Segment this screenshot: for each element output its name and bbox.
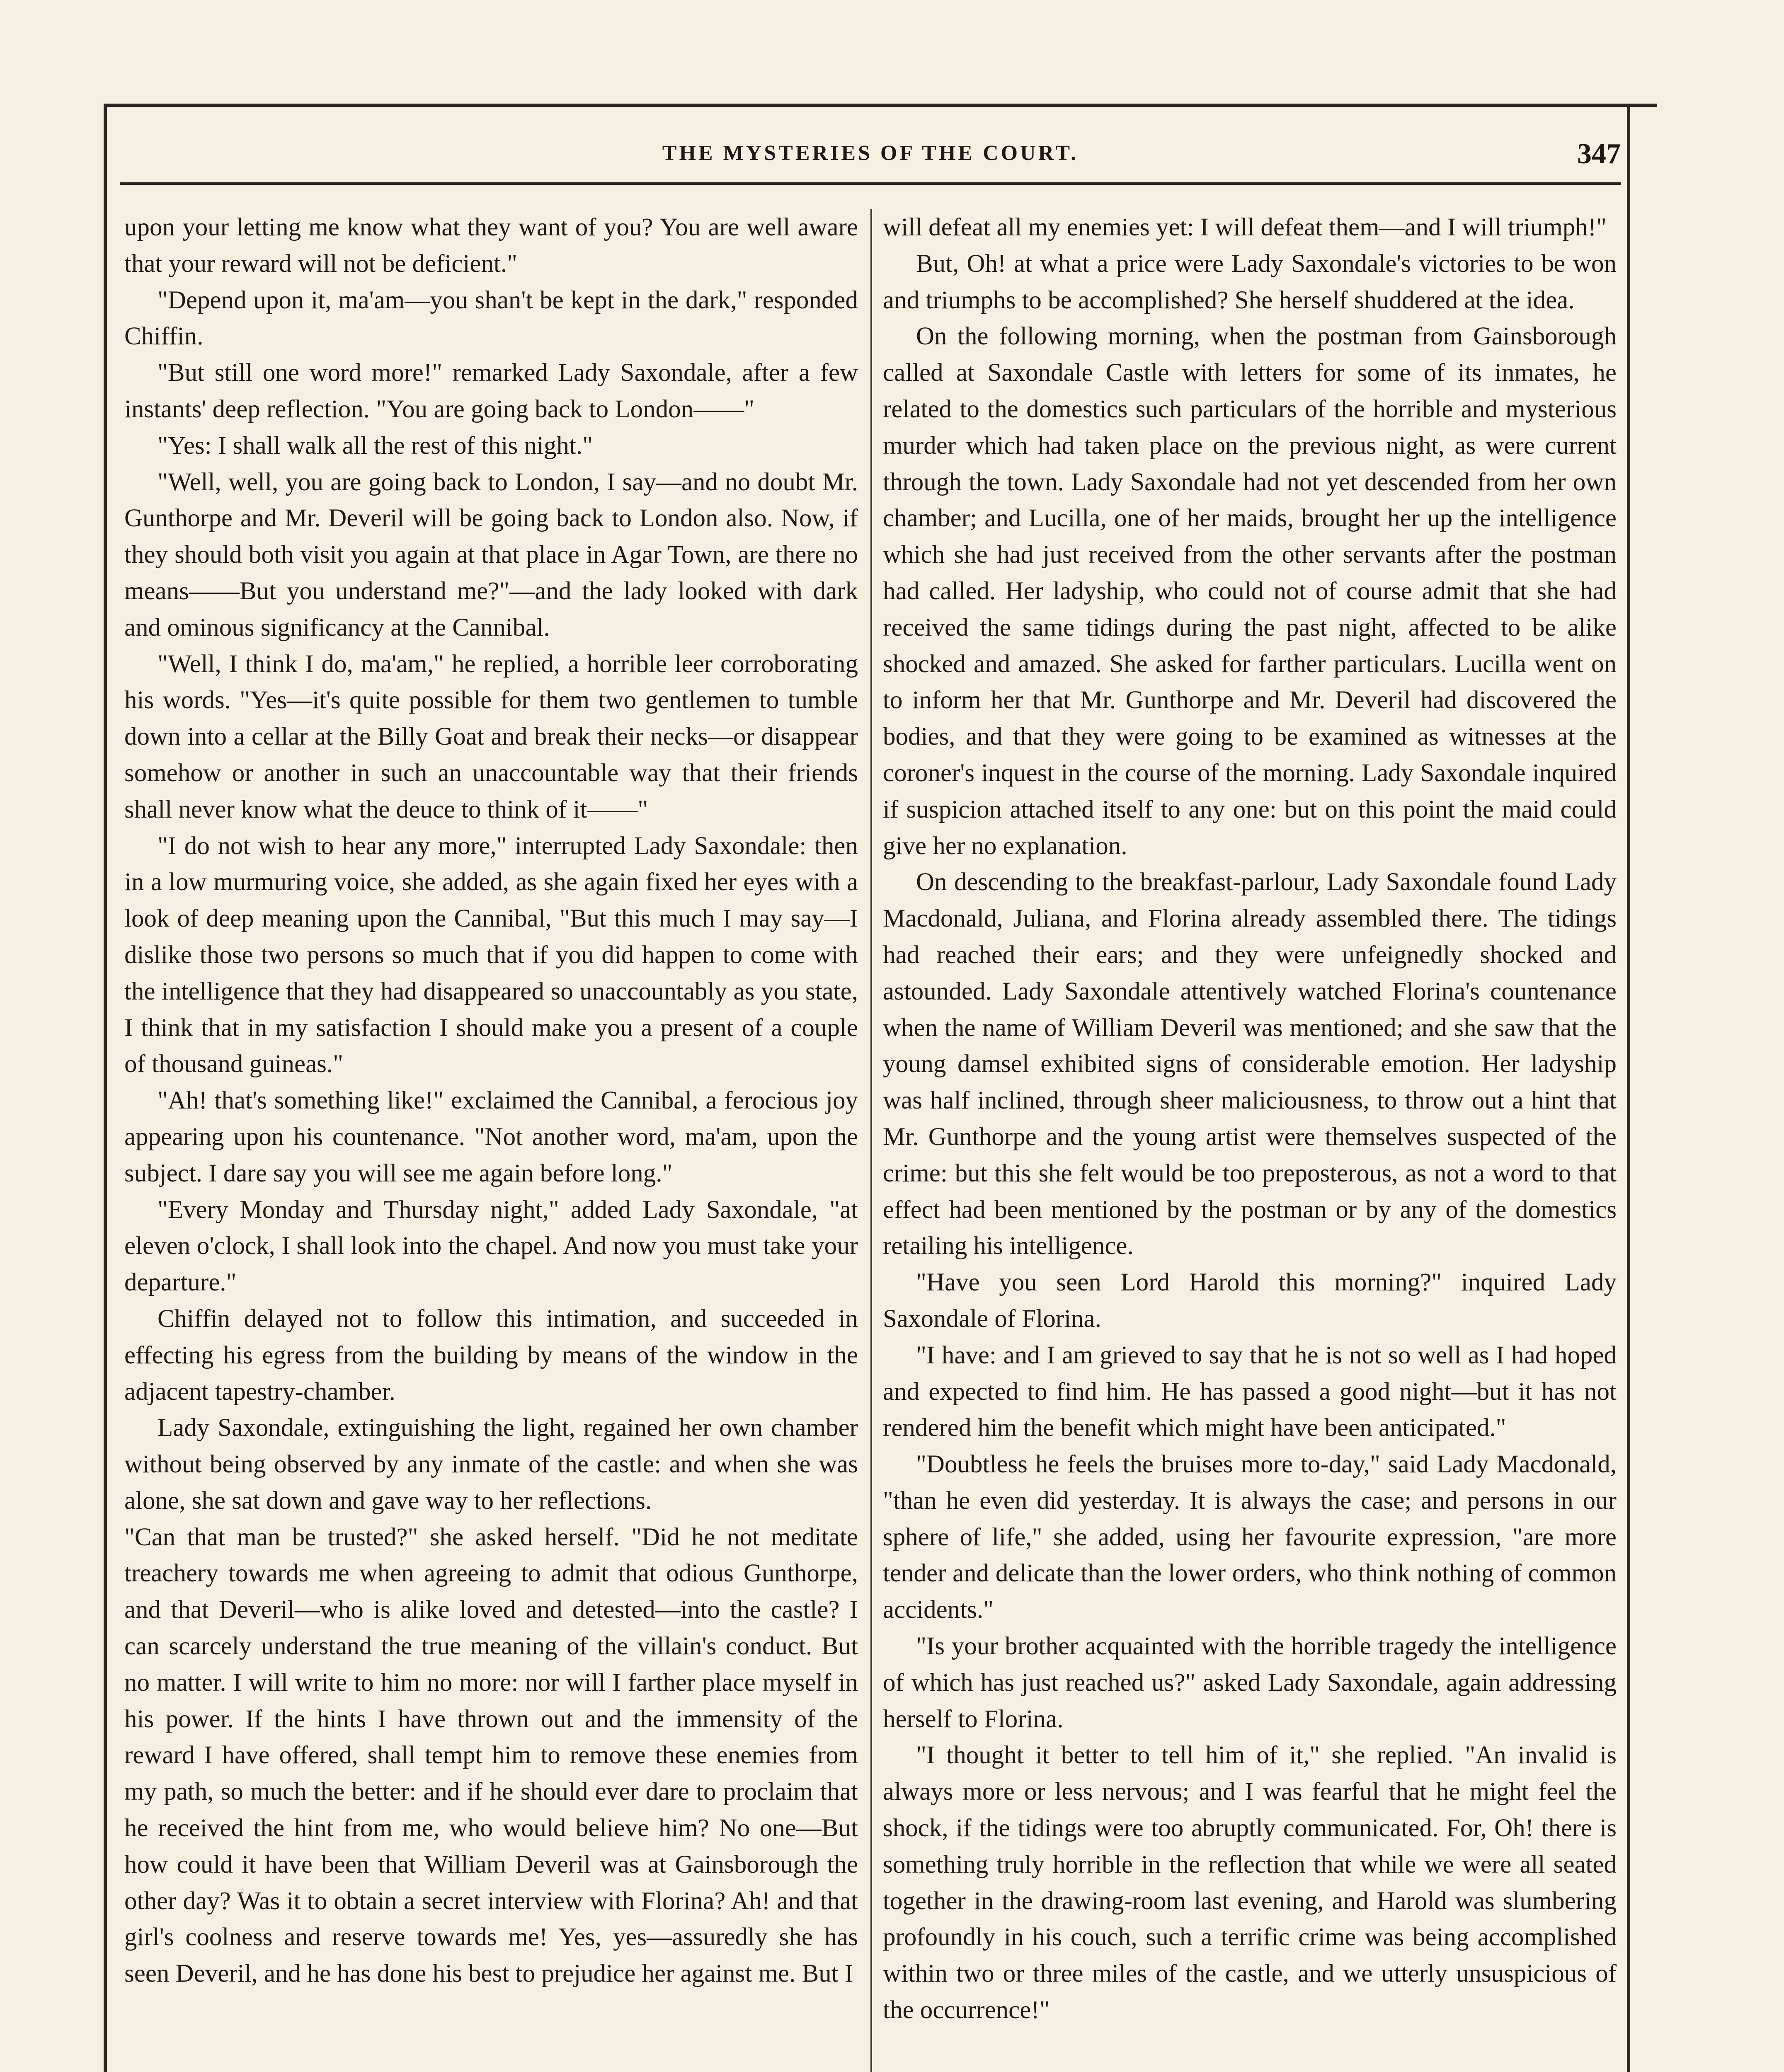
paragraph: "Well, well, you are going back to London, I say—and no doubt Mr. Gunthorpe and Mr. Deveril will be going back to London also. Now, if they should both visit you again at that place in Agar Town, are there no means——But you understand me?"—and the lady looked with dark and ominous significancy at the Cannibal.: [124, 468, 858, 641]
right-column: [883, 209, 1617, 2072]
paragraph: "But still one word more!" remarked Lady Saxondale, after a few instants' deep reflection. "You are going back to London——": [124, 359, 858, 423]
paragraph: "Ah! that's something like!" exclaimed the Cannibal, a ferocious joy appearing upon his countenance. "Not another word, ma'am, upon the subject. I dare say you will see me again before long.": [124, 1087, 858, 1187]
page-frame-right-rule: [1627, 104, 1630, 2072]
paragraph: "I have: and I am grieved to say that he is not so well as I had hoped and expected to find him. He has passed a good night—but it has not rendered him the benefit which might have been anticipated.": [883, 1341, 1617, 1442]
page-number: 347: [1577, 138, 1621, 170]
paragraph: On descending to the breakfast-parlour, Lady Saxondale found Lady Macdonald, Juliana, and Florina already assembled there. The tidings had reached their ears; and they were unfeignedly shocked and astounded. Lady Saxondale attentively watched Florina's countenance when the name of William Deveril was mentioned; and she saw that the young damsel exhibited signs of considerable emotion. Her ladyship was half inclined, through sheer maliciousness, to throw out a hint that Mr. Gunthorpe and the young artist were themselves suspected of the crime: but this she felt would be too preposterous, as not a word to that effect had been mentioned by the postman or by any of the domestics retailing his intelligence.: [883, 868, 1617, 1260]
paragraph: "Is your brother acquainted with the horrible tragedy the intelligence of which has just reached us?" asked Lady Saxondale, again addressing herself to Florina.: [883, 1632, 1617, 1733]
running-head: [120, 138, 1621, 174]
paragraph: Chiffin delayed not to follow this intimation, and succeeded in effecting his egress from the building by means of the window in the adjacent tapestry-chamber.: [124, 1305, 858, 1406]
paragraph: "Yes: I shall walk all the rest of this night.": [158, 431, 593, 460]
header-rule: [120, 182, 1621, 185]
paragraph: "I thought it better to tell him of it," she replied. "An invalid is always more or less nervous; and I was fearful that he might feel the shock, if the tidings were too abruptly communicated. For, Oh! there is something truly horrible in the reflection that while we were all seated together in the drawing-room last evening, and Harold was slumbering profoundly in his couch, such a terrific crime was being accomplished within two or three miles of the castle, and we utterly unsuspicious of the occurrence!": [883, 1741, 1617, 2024]
paragraph: Lady Saxondale, extinguishing the light, regained her own chamber without being observed by any inmate of the castle: and when she was alone, she sat down and gave way to her reflections.: [124, 1414, 858, 1515]
left-column: [124, 209, 858, 2072]
paragraph: "Depend upon it, ma'am—you shan't be kept in the dark," responded Chiffin.: [124, 286, 858, 351]
paragraph: On the following morning, when the postman from Gainsborough called at Saxondale Castle with letters for some of its inmates, he related to the domestics such particulars of the horrible and mysterious murder which had taken place on the previous night, as were current through the town. Lady Saxondale had not yet descended from her own chamber; and Lucilla, one of her maids, brought her up the intelligence which she had just received from the other servants after the postman had called. Her ladyship, who could not of course admit that she had received the same tidings during the past night, affected to be alike shocked and amazed. She asked for farther particulars. Lucilla went on to inform her that Mr. Gunthorpe and Mr. Deveril had discovered the bodies, and that they were going to be examined as witnesses at the coroner's inquest in the course of the morning. Lady Saxondale inquired if suspicion attached itself to any one: but on this point the maid could give her no explanation.: [883, 322, 1617, 860]
paragraph: "Can that man be trusted?" she asked herself. "Did he not meditate treachery towards me when agreeing to admit that odious Gunthorpe, and that Deveril—who is alike loved and detested—into the castle? I can scarcely understand the true meaning of the villain's conduct. But no matter. I will write to him no more: nor will I farther place myself in his power. If the hints I have thrown out and the immensity of the reward I have offered, shall tempt him to remove these enemies from my path, so much the better: and if he should ever dare to proclaim that he received the hint from me, who would believe him? No one—But how could it have been that William Deveril was at Gainsborough the other day? Was it to obtain a secret interview with Florina? Ah! and that girl's coolness and reserve towards me! Yes, yes—assuredly she has seen Deveril, and he has done his best to prejudice her against me. But I: [124, 1523, 858, 1988]
paragraph: "Have you seen Lord Harold this morning?" inquired Lady Saxondale of Florina.: [883, 1268, 1617, 1333]
paragraph: But, Oh! at what a price were Lady Saxondale's victories to be won and triumphs to be accomplished? She herself shuddered at the idea.: [883, 249, 1617, 314]
paragraph: will defeat all my enemies yet: I will defeat them—and I will triumph!": [883, 213, 1607, 241]
paragraph: "I do not wish to hear any more," interrupted Lady Saxondale: then in a low murmuring voice, she added, as she again fixed her eyes with a look of deep meaning upon the Cannibal, "But this much I may say—I dislike those two persons so much that if you did happen to come with the intelligence that they had disappeared so unaccountably as you state, I think that in my satisfaction I should make you a present of a couple of thousand guineas.": [124, 832, 858, 1078]
running-title: THE MYSTERIES OF THE COURT.: [662, 141, 1079, 165]
paragraph: "Doubtless he feels the bruises more to-day," said Lady Macdonald, "than he even did yesterday. It is always the case; and persons in our sphere of life," she added, using her favourite expression, "are more tender and delicate than the lower orders, who think nothing of common accidents.": [883, 1450, 1617, 1624]
paragraph: upon your letting me know what they want of you? You are well aware that your reward will not be deficient.": [124, 213, 858, 278]
paragraph: "Well, I think I do, ma'am," he replied, a horrible leer corroborating his words. "Yes—it's quite possible for them two gentlemen to tumble down into a cellar at the Billy Goat and break their necks—or disappear somehow or another in such an unaccountable way that their friends shall never know what the deuce to think of it——": [124, 650, 858, 823]
paragraph: "Every Monday and Thursday night," added Lady Saxondale, "at eleven o'clock, I shall look into the chapel. And now you must take your departure.": [124, 1196, 858, 1297]
column-rule: [870, 209, 872, 2072]
